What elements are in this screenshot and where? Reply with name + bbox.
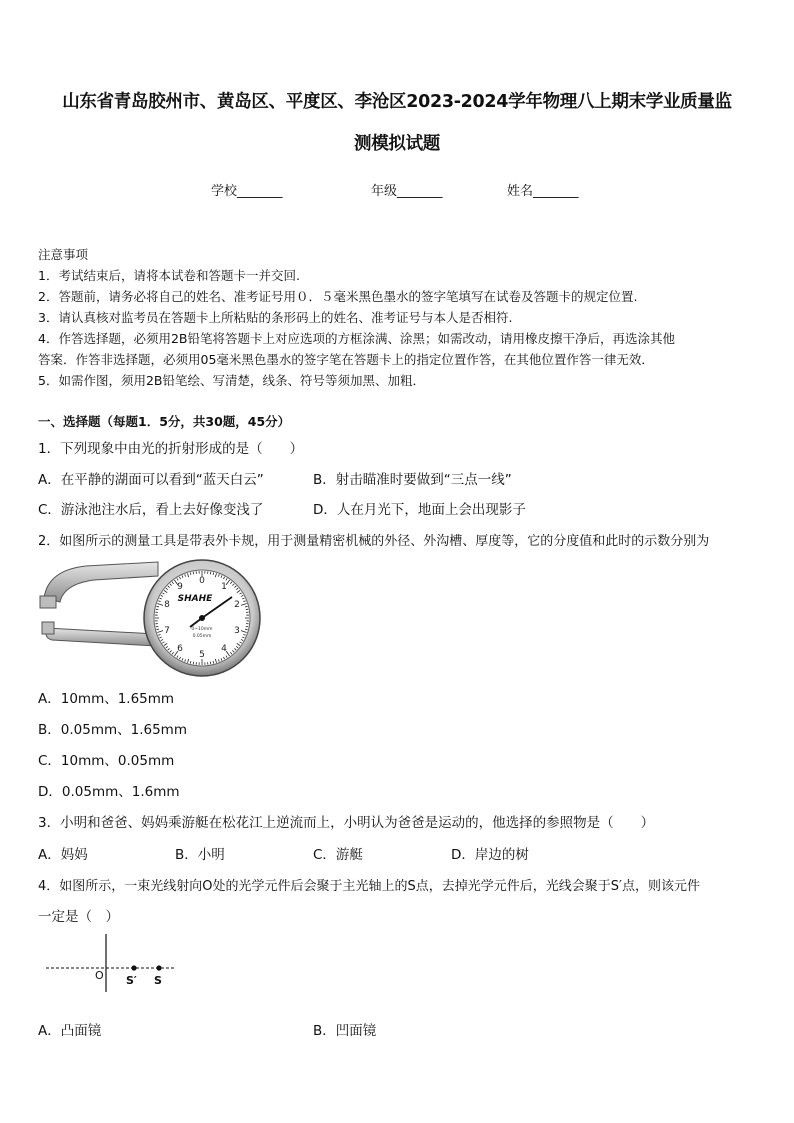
dial-number: 2 bbox=[234, 600, 240, 610]
note-item: 2．答题前，请务必将自己的姓名、准考证号用０．５毫米黑色墨水的签字笔填写在试卷及答题卡的规定位置. bbox=[38, 289, 638, 304]
grade-field: 年级_______ bbox=[371, 184, 443, 199]
q1-option-b: B．射击瞄准时要做到“三点一线” bbox=[313, 472, 512, 488]
q4-option-a: A．凸面镜 bbox=[38, 1023, 102, 1039]
point-s-prime bbox=[131, 965, 136, 970]
q2-option-d: D．0.05mm、1.6mm bbox=[38, 784, 180, 800]
name-field: 姓名_______ bbox=[507, 184, 579, 199]
question-1-stem: 1．下列现象中由光的折射形成的是（ ） bbox=[38, 441, 304, 457]
note-item: 答案．作答非选择题，必须用05毫米黑色墨水的签字笔在答题卡上的指定位置作答，在其他位置作答一律无效． bbox=[38, 352, 654, 367]
question-4-stem-line2: 一定是（ ） bbox=[38, 909, 119, 925]
q3-option-d: D．岸边的树 bbox=[451, 847, 529, 863]
note-item: 4．作答选择题，必须用2B铅笔将答题卡上对应选项的方框涂满、涂黑；如需改动，请用橡皮擦干净后，再选涂其他 bbox=[38, 331, 675, 346]
note-item: 3．请认真核对监考员在答题卡上所粘贴的条形码上的姓名、准考证号与本人是否相符. bbox=[38, 310, 513, 325]
note-item: 5．如需作图，须用2B铅笔绘、写清楚，线条、符号等须加黑、加粗． bbox=[38, 373, 425, 388]
q4-option-b: B．凹面镜 bbox=[313, 1023, 377, 1039]
exam-title-line2: 测模拟试题 bbox=[354, 134, 440, 154]
dial-number: 6 bbox=[177, 644, 183, 654]
label-s-prime: S′ bbox=[126, 974, 137, 987]
point-s bbox=[156, 965, 161, 970]
optics-diagram bbox=[40, 932, 180, 994]
gauge-brand-label: SHAHE bbox=[177, 594, 213, 604]
gauge-range-label: 0~10mm bbox=[191, 627, 213, 632]
section-heading: 一、选择题（每题1．5分，共30题，45分） bbox=[38, 414, 291, 429]
notes-heading: 注意事项 bbox=[38, 247, 89, 262]
dial-number: 1 bbox=[221, 582, 227, 592]
dial-number: 5 bbox=[199, 650, 205, 660]
note-item: 1．考试结束后，请将本试卷和答题卡一并交回. bbox=[38, 268, 300, 283]
dial-number: 7 bbox=[164, 626, 170, 636]
q1-option-d: D．人在月光下，地面上会出现影子 bbox=[313, 502, 526, 518]
q2-option-c: C．10mm、0.05mm bbox=[38, 753, 175, 769]
q1-option-c: C．游泳池注水后，看上去好像变浅了 bbox=[38, 502, 264, 518]
dial-number: 0 bbox=[199, 576, 205, 586]
dial-number: 4 bbox=[221, 644, 227, 654]
dial-caliper-figure bbox=[38, 556, 266, 678]
question-3-stem: 3．小明和爸爸、妈妈乘游艇在松花江上逆流而上，小明认为爸爸是运动的，他选择的参照物是（ ） bbox=[38, 815, 655, 831]
dial-number: 3 bbox=[234, 626, 240, 636]
q3-option-b: B．小明 bbox=[175, 847, 225, 863]
label-o: O bbox=[95, 969, 104, 982]
q3-option-c: C．游艇 bbox=[313, 847, 363, 863]
school-field: 学校_______ bbox=[211, 184, 283, 199]
dial-number: 9 bbox=[177, 582, 183, 592]
q3-option-a: A．妈妈 bbox=[38, 847, 88, 863]
exam-title-line1: 山东省青岛胶州市、黄岛区、平度区、李沧区2023-2024学年物理八上期末学业质量监 bbox=[62, 92, 732, 112]
q1-option-a: A．在平静的湖面可以看到“蓝天白云” bbox=[38, 472, 264, 488]
gauge-resolution-label: 0.05mm bbox=[192, 634, 212, 639]
q2-option-a: A．10mm、1.65mm bbox=[38, 691, 175, 707]
dial-number: 8 bbox=[164, 600, 170, 610]
q2-option-b: B．0.05mm、1.65mm bbox=[38, 722, 187, 738]
question-2-stem: 2．如图所示的测量工具是带表外卡规，用于测量精密机械的外径、外沟槽、厚度等，它的分度值和此时的示数分别为 bbox=[38, 534, 710, 549]
label-s: S bbox=[154, 974, 162, 987]
question-4-stem-line1: 4．如图所示，一束光线射向O处的光学元件后会聚于主光轴上的S点，去掉光学元件后，光线会聚于S′点，则该元件 bbox=[38, 879, 700, 894]
